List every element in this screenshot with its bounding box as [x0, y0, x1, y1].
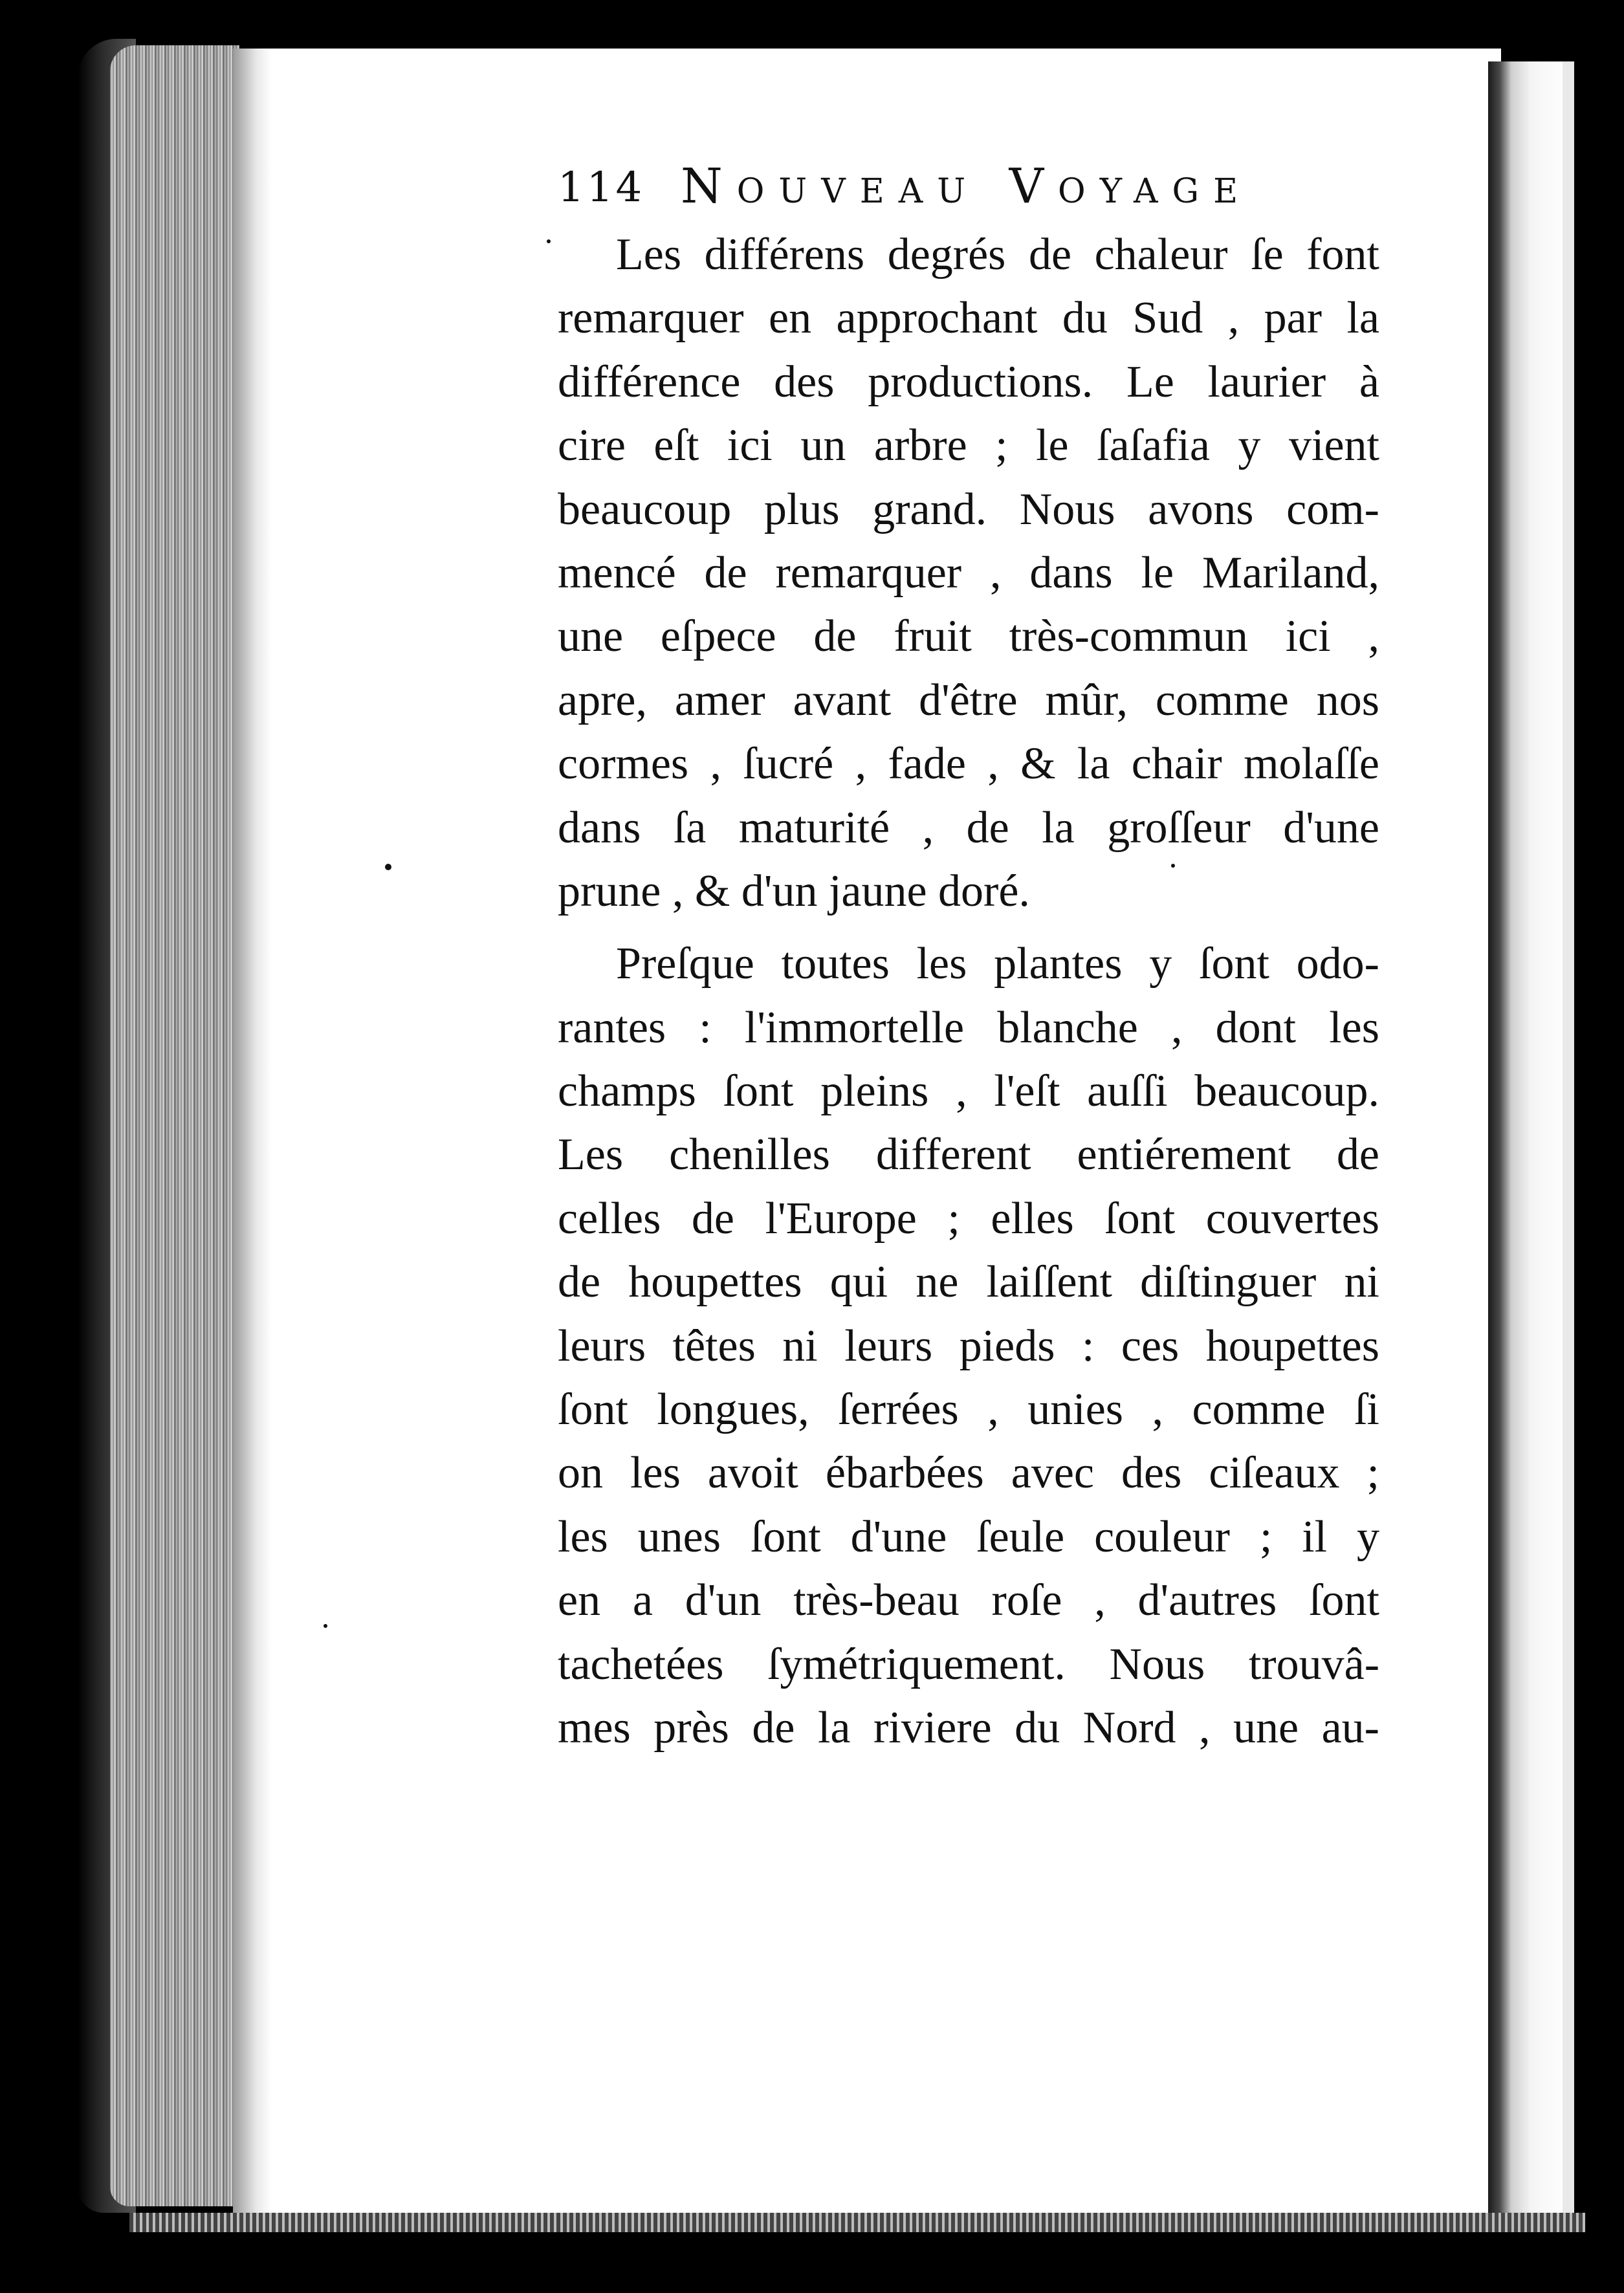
text-line: cormes , ſucré , fade , & la chair molaſſe — [558, 739, 1379, 789]
text-line: apre, amer avant d'être mûr, comme nos — [558, 675, 1379, 725]
text-line: les unes ſont d'une ſeule couleur ; il y — [558, 1511, 1379, 1562]
text-line: en a d'un très-beau roſe , d'autres ſont — [558, 1575, 1379, 1626]
text-line: beaucoup plus grand. Nous avons com- — [558, 484, 1379, 534]
text-line: dans ſa maturité , de la groſſeur d'une — [558, 802, 1379, 853]
text-line: mencé de remarquer , dans le Mariland, — [558, 547, 1379, 598]
text-line: on les avoit ébarbées avec des ciſeaux ; — [558, 1448, 1379, 1498]
scan-speck — [1171, 864, 1175, 868]
text-line: mes près de la riviere du Nord , une au- — [558, 1702, 1379, 1753]
scan-speck — [547, 239, 551, 243]
scan-speck — [324, 1624, 327, 1628]
body-text — [558, 223, 1379, 1760]
facing-page-strip — [1488, 61, 1566, 2216]
scan-speck — [385, 864, 391, 870]
text-line: tachetées ſymétriquement. Nous trouvâ- — [558, 1639, 1379, 1689]
text-line: leurs têtes ni leurs pieds : ces houpettes — [558, 1321, 1379, 1371]
running-header — [558, 152, 1269, 223]
text-line: rantes : l'immortelle blanche , dont les — [558, 1002, 1379, 1053]
bottom-page-edges — [129, 2213, 1585, 2232]
paragraph-gap — [558, 923, 1379, 932]
text-line: cire eſt ici un arbre ; le ſaſafia y vient — [558, 421, 1379, 471]
text-line: champs ſont pleins , l'eſt auſſi beaucoup. — [558, 1066, 1379, 1117]
text-line: différence des productions. Le laurier à — [558, 357, 1379, 407]
text-line: Preſque toutes les plantes y ſont odo- — [616, 939, 1379, 989]
text-line: prune , & d'un jaune doré. — [558, 866, 1030, 916]
page-number: 114 — [558, 164, 645, 212]
text-line: celles de l'Europe ; elles ſont couvertes — [558, 1193, 1379, 1244]
text-line: de houpettes qui ne laiſſent diſtinguer ni — [558, 1257, 1379, 1308]
text-line: Les différens degrés de chaleur ſe font — [616, 230, 1379, 280]
facing-page-edge — [1563, 61, 1574, 2216]
text-line: ſont longues, ſerrées , unies , comme ſi — [558, 1385, 1379, 1435]
gutter-shadow — [233, 49, 272, 2229]
text-line: une eſpece de fruit très-commun ici , — [558, 611, 1379, 662]
book-page-edges — [110, 45, 239, 2206]
running-title: Nouveau Voyage — [681, 159, 1253, 214]
text-line: Les chenilles different entiérement de — [558, 1130, 1379, 1180]
text-line: remarquer en approchant du Sud , par la — [558, 293, 1379, 344]
